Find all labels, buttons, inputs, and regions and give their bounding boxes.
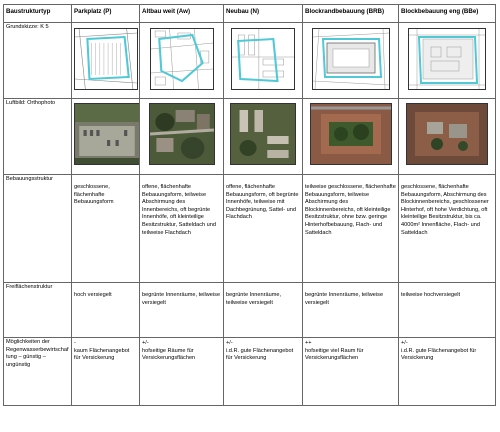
photo-block-edge xyxy=(303,99,399,175)
sketch-parking xyxy=(72,23,140,99)
sketch-block-edge xyxy=(303,23,399,99)
structure-new xyxy=(224,175,303,283)
open-space-new xyxy=(224,283,303,338)
open-space-new-text: begrünte Innenräume, teilweise versiegelt xyxy=(226,292,282,306)
retention-parking xyxy=(72,338,140,406)
structure-old-wide xyxy=(140,175,224,283)
retention-new-text: i.d.R. gute Flächenangebot für Versickerung xyxy=(226,347,294,362)
structure-parking-text: geschlossene, flächenhafte Bebauungsform xyxy=(74,184,114,206)
block-dense-aerial-photo xyxy=(406,103,488,165)
retention-block-dense-text: i.d.R. gute Flächenangebot für Versickerung xyxy=(401,347,477,362)
header-parking: Parkplatz (P) xyxy=(72,5,140,23)
retention-new-rating: +/- xyxy=(226,340,233,346)
header-type: Baustrukturtyp xyxy=(4,5,72,23)
header-new: Neubau (N) xyxy=(224,5,303,23)
structure-parking xyxy=(72,175,140,283)
header-block-dense: Blockbebauung eng (BBe) xyxy=(399,5,496,23)
photo-row xyxy=(4,99,496,175)
building-structure-table xyxy=(3,4,496,406)
sketch-old-wide xyxy=(140,23,224,99)
open-space-old-wide-text: begrünte Innenräume, teilweise versiegelt xyxy=(142,292,221,306)
row-label-sketch: Grundskizze: K 5 xyxy=(4,23,72,99)
structure-row xyxy=(4,175,496,283)
structure-block-edge xyxy=(303,175,399,283)
header-old-wide: Altbau weit (Aw) xyxy=(140,5,224,23)
photo-parking xyxy=(72,99,140,175)
retention-parking-text: kaum Flächenangebot für Versickerung xyxy=(74,347,130,362)
open-space-block-dense-text: teilweise hochversiegelt xyxy=(401,292,461,298)
block-edge-aerial-photo xyxy=(310,103,392,165)
block-edge-sketch-map xyxy=(312,28,390,90)
structure-block-edge-text: teilweise geschlossene, flächenhafte Bebauungsform, teilweise Abschirmung des Blockinnenbereichs, oft kleinteilige Besitzstruktur, ohne bzw. geringe Hinterhofbebauung, Flach- und Satteldach xyxy=(305,184,396,236)
row-label-structure: Bebauungsstruktur xyxy=(4,175,72,283)
open-space-block-edge-text: begrünte Innenräume, teilweise versiegelt xyxy=(305,292,384,306)
structure-block-dense-text: geschlossene, flächenhafte Bebauungsform, Abschirmung des Blockinnenbereichs, geschlossener Hinterhof, oft hohe Verdichtung, oft kleinteilige Besitzstruktur, bis ca. 4000m² Innenfläche, Flach- und Satteldach xyxy=(401,184,489,236)
photo-new xyxy=(224,99,303,175)
row-label-open-space: Freiflächenstruktur xyxy=(4,283,72,338)
header-block-edge: Blockrandbebauung (BRB) xyxy=(303,5,399,23)
sketch-row xyxy=(4,23,496,99)
row-label-photo: Luftbild: Orthophoto xyxy=(4,99,72,175)
structure-new-text: offene, flächenhafte Bebauungsform, oft begrünte Innenhöfe, teilweise mit Dachbegrünung, Sattel- und Flachdach xyxy=(226,184,299,221)
header-row xyxy=(4,5,496,23)
open-space-old-wide xyxy=(140,283,224,338)
open-space-block-edge xyxy=(303,283,399,338)
photo-old-wide xyxy=(140,99,224,175)
retention-block-dense-rating: +/- xyxy=(401,340,408,346)
sketch-block-dense xyxy=(399,23,496,99)
open-space-block-dense xyxy=(399,283,496,338)
retention-new xyxy=(224,338,303,406)
new-aerial-photo xyxy=(230,103,296,165)
parking-sketch-map xyxy=(74,28,138,90)
retention-old-wide xyxy=(140,338,224,406)
photo-block-dense xyxy=(399,99,496,175)
retention-block-edge-text: hofseitige viel Raum für Versickerungsflächen xyxy=(305,347,364,362)
sketch-new xyxy=(224,23,303,99)
retention-parking-rating: - xyxy=(74,340,76,346)
open-space-parking xyxy=(72,283,140,338)
structure-block-dense xyxy=(399,175,496,283)
structure-old-wide-text: offene, flächenhafte Bebauungsform, teilweise Abschirmung des Innenbereichs, oft begrünte Innenhöfe, oft kleinteilige Besitzstruktur, Satteldach und teilweise Flachdach xyxy=(142,184,217,236)
open-space-row xyxy=(4,283,496,338)
old-wide-aerial-photo xyxy=(149,103,215,165)
block-dense-sketch-map xyxy=(408,28,486,90)
open-space-parking-text: hoch versiegelt xyxy=(74,292,112,298)
old-wide-sketch-map xyxy=(150,28,214,90)
retention-old-wide-rating: +/- xyxy=(142,340,149,346)
parking-aerial-photo xyxy=(74,103,140,165)
row-label-retention: Möglichkeiten der Regenwasserbewirtschaftung – günstig – ungünstig xyxy=(4,338,72,406)
retention-old-wide-text: hofseitige Räume für Versickerungsflächen xyxy=(142,347,196,362)
retention-block-edge xyxy=(303,338,399,406)
retention-block-dense xyxy=(399,338,496,406)
new-sketch-map xyxy=(231,28,295,90)
retention-row xyxy=(4,338,496,406)
retention-block-edge-rating: ++ xyxy=(305,340,312,346)
